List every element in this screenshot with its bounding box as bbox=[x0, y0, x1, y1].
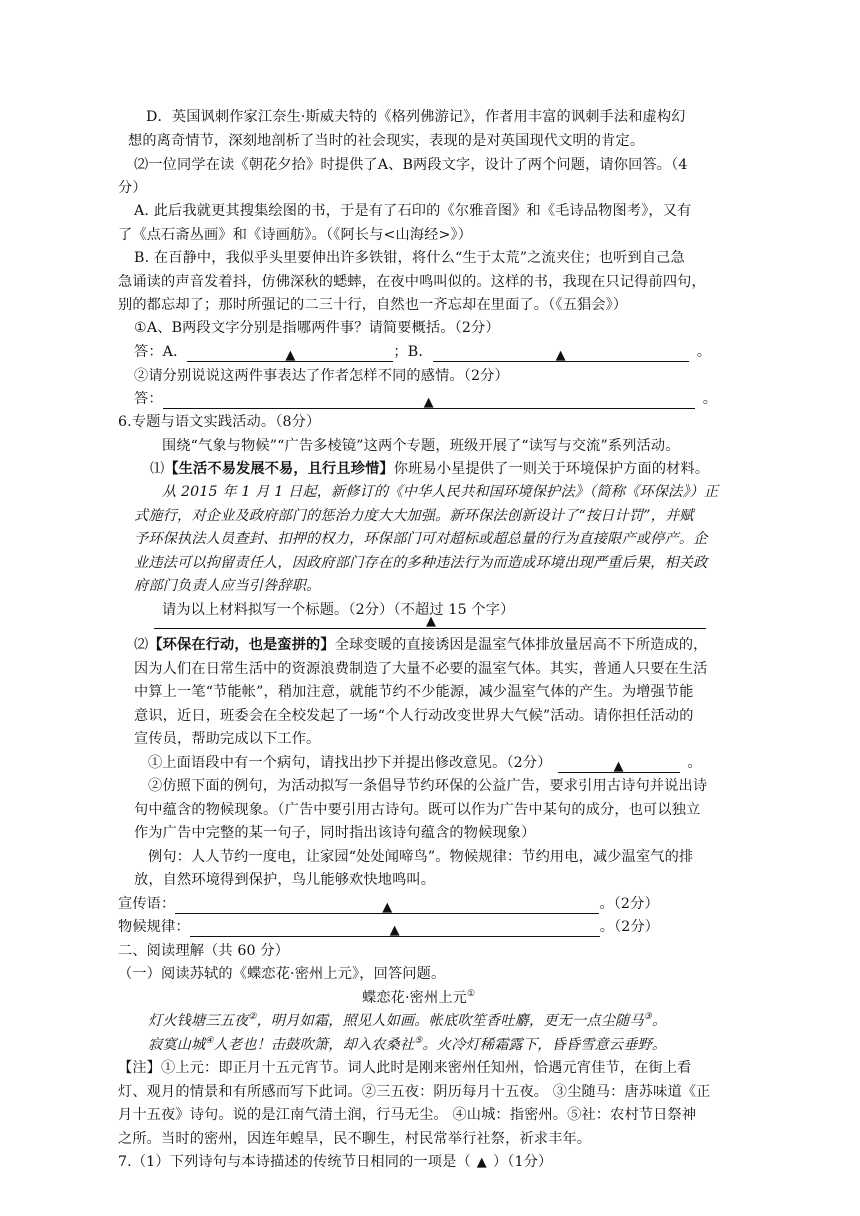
section-reading-heading: 二、阅读理解（共 60 分） bbox=[118, 943, 290, 959]
answer-row-2 bbox=[134, 389, 717, 409]
question-6-intro: 围绕“气象与物候”“广告多棱镜”这两个专题，班级开展了“读写与交流”系列活动。 bbox=[162, 438, 680, 454]
ad-question-line1: ②仿照下面的例句，为活动拟写一条倡导节约环保的公益广告，要求引用古诗句并说出诗 bbox=[148, 778, 708, 794]
period: 。 bbox=[702, 391, 718, 407]
section-1-number: ⑴ bbox=[150, 461, 165, 477]
example-line1: 例句：人人节约一度电，让家园“处处闻啼鸟”。物候规律：节约用电，减少温室气的排 bbox=[148, 849, 694, 865]
passage-a-line2: 了《点石斋丛画》和《诗画舫》。（《阿长与<山海经>》） bbox=[118, 227, 473, 243]
section-2-text: 全球变暖的直接诱因是温室气体排放量居高不下所造成的， bbox=[334, 637, 708, 653]
section-2-line3: 中算上一笔“节能帐”，稍加注意，就能节约不少能源，减少温室气体的产生。为增强节能 bbox=[134, 684, 694, 700]
poem-title: 蝶恋花·密州上元① bbox=[362, 989, 476, 1006]
note-line3: 月十五夜》诗句。说的是江南气清土润，行马无尘。 ④山城：指密州。⑤社：农村节日祭神 bbox=[118, 1107, 697, 1123]
triangle-marker-icon: ▲ bbox=[382, 900, 393, 915]
section-2-line2: 因为人们在日常生活中的资源浪费制造了大量不必要的温室气体。其实，普通人只要在生活 bbox=[134, 661, 708, 677]
note-line1: 【注】①上元：即正月十五元宵节。词人此时是刚来密州任知州，恰遇元宵佳节，在街上看 bbox=[118, 1060, 692, 1076]
triangle-marker-icon: ▲ bbox=[613, 759, 624, 774]
triangle-marker-icon: ▲ bbox=[285, 348, 296, 363]
question-2-line1: ⑵一位同学在读《朝花夕拾》时提供了A、B两段文字，设计了两个问题，请你回答。（4 bbox=[134, 157, 688, 173]
poem-line2: 寂寞山城④人老也！击鼓吹箫，却入农桑社⑤。火冷灯稀霜露下，昏昏雪意云垂野。 bbox=[148, 1036, 667, 1053]
triangle-marker-icon: ▲ bbox=[389, 923, 400, 938]
phenology-blank[interactable] bbox=[190, 920, 600, 937]
poem-line1: 灯火钱塘三五夜②，明月如霜，照见人如画。帐底吹笙香吐麝，更无一点尘随马③。 bbox=[148, 1012, 667, 1029]
period: 。 bbox=[696, 344, 712, 360]
slogan-label: 宣传语： bbox=[118, 896, 176, 912]
period: 。 bbox=[687, 755, 702, 771]
section-2-heading bbox=[134, 635, 708, 655]
question-2-sub1: ①A、B两段文字分别是指哪两件事？请简要概括。（2分） bbox=[134, 320, 500, 336]
material-line1: 从 2015 年 1 月 1 日起，新修订的《中华人民共和国环境保护法》（简称《环保法》）正 bbox=[162, 484, 719, 500]
triangle-marker-icon: ▲ bbox=[423, 395, 434, 410]
answer-b-blank[interactable] bbox=[433, 345, 689, 362]
triangle-marker-icon: ▲ bbox=[555, 348, 566, 363]
phenology-label: 物候规律： bbox=[118, 919, 190, 935]
question-7: 7.（1）下列诗句与本诗描述的传统节日相同的一项是（ ▲ ）（1分） bbox=[118, 1154, 553, 1170]
triangle-marker-icon: ▲ bbox=[476, 1155, 487, 1170]
section-2-number: ⑵ bbox=[134, 637, 149, 653]
section-2-line5: 宣传员，帮助完成以下工作。 bbox=[134, 731, 321, 747]
title-question: 请为以上材料拟写一个标题。（2分）（不超过 15 个字） bbox=[162, 602, 515, 618]
passage-b-line2: 急诵读的声音发着抖，仿佛深秋的蟋蟀，在夜中鸣叫似的。这样的书，我现在只记得前四句， bbox=[118, 274, 706, 290]
section-1-heading bbox=[150, 459, 709, 479]
note-line4: 之所。当时的密州，因连年蝗旱，民不聊生，村民常举行社祭，祈求丰年。 bbox=[118, 1131, 592, 1147]
note-line2: 灯、观月的情景和有所感而写下此词。②三五夜：阴历每月十五夜。 ③尘随马：唐苏味道《正 bbox=[118, 1084, 711, 1100]
option-d-line1: D．英国讽刺作家江奈生·斯威夫特的《格列佛游记》，作者用丰富的讽刺手法和虚构幻 bbox=[146, 109, 686, 125]
slogan-points: 。（2分） bbox=[599, 896, 659, 912]
triangle-marker-icon: ▲ bbox=[426, 614, 437, 629]
material-line2: 式施行，对企业及政府部门的惩治力度大大加强。新环保法创新设计了“按日计罚”，并赋 bbox=[134, 508, 694, 524]
answer-a-label: 答：A． bbox=[134, 344, 188, 360]
passage-a-line1: A. 此后我就更其搜集绘图的书，于是有了石印的《尔雅音图》和《毛诗品物图考》，又有 bbox=[134, 203, 692, 219]
passage-b-line1: B. 在百静中，我似乎头里要伸出许多铁钳，将什么“生于太荒”之流夹住；也听到自己急 bbox=[134, 250, 685, 266]
answer-row-1 bbox=[134, 342, 711, 362]
slogan-blank[interactable] bbox=[175, 897, 599, 914]
section-2-title: 【环保在行动，也是蛮拼的】 bbox=[148, 637, 335, 653]
section-2-line4: 意识，近日，班委会在全校发起了一场“个人行动改变世界大气候”活动。请你担任活动的 bbox=[134, 708, 694, 724]
answer-2-blank[interactable] bbox=[163, 392, 695, 409]
section-1-text: 你班易小星提供了一则关于环境保护方面的材料。 bbox=[393, 461, 710, 477]
answer-2-label: 答： bbox=[134, 391, 163, 407]
reading-part-1-heading: （一）阅读苏轼的《蝶恋花·密州上元》，回答问题。 bbox=[118, 966, 446, 982]
slogan-row bbox=[118, 894, 659, 914]
material-line5: 府部门负责人应当引咎辞职。 bbox=[134, 578, 321, 594]
answer-b-label: ；B． bbox=[393, 344, 433, 360]
passage-b-line3: 别的都忘却了；那时所强记的二三十行，自然也一齐忘却在里面了。（《五猖会》） bbox=[118, 297, 628, 313]
sick-sentence-question: ①上面语段中有一个病句，请找出抄下并提出修改意见。（2分） ▲ 。 bbox=[148, 755, 702, 774]
answer-a-blank[interactable] bbox=[187, 345, 393, 362]
example-line2: 放，自然环境得到保护，鸟儿能够欢快地鸣叫。 bbox=[134, 872, 436, 888]
sick-sentence-blank[interactable] bbox=[558, 756, 680, 773]
question-6: 6.专题与语文实践活动。（8分） bbox=[118, 414, 321, 430]
option-d-line2: 想的离奇情节，深刻地剖析了当时的社会现实，表现的是对英国现代文明的肯定。 bbox=[128, 133, 645, 149]
question-2-line2: 分） bbox=[118, 180, 147, 196]
phenology-row bbox=[118, 917, 659, 937]
ad-question-line2: 句中蕴含的物候现象。（广告中要引用古诗句。既可以作为广告中某句的成分，也可以独立 bbox=[134, 802, 701, 818]
material-line4: 业违法可以拘留责任人，因政府部门存在的多种违法行为而造成环境出现严重后果，相关政 bbox=[134, 555, 708, 571]
ad-question-line3: 作为广告中完整的某一句子，同时指出该诗句蕴含的物候现象） bbox=[134, 825, 536, 841]
section-1-title: 【生活不易发展不易，且行且珍惜】 bbox=[164, 461, 394, 477]
question-2-sub2: ②请分别说说这两件事表达了作者怎样不同的感情。（2分） bbox=[134, 368, 509, 384]
phenology-points: 。（2分） bbox=[599, 919, 660, 935]
material-line3: 予环保执法人员查封、扣押的权力，环保部门可对超标或超总量的行为直接限产或停产。企 bbox=[134, 531, 708, 547]
